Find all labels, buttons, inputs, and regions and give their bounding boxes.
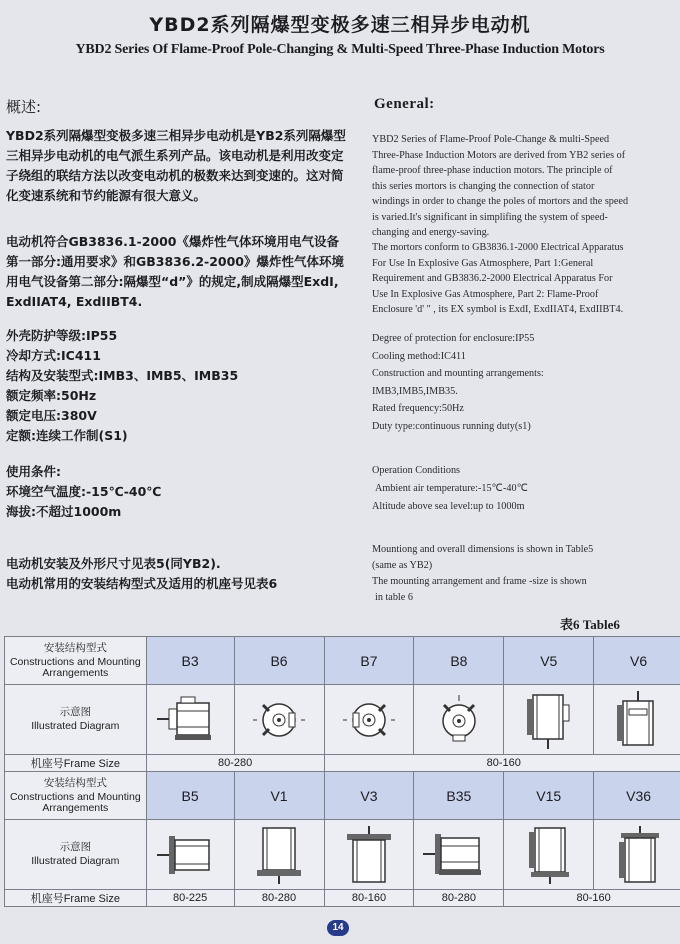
left-para1: YBD2系列隔爆型变极多速三相异步电动机是YB2系列隔爆型三相异步电动机的电气派生系列产品。该电动机是利用改变定子绕组的联结方法以改变电动机的极数来达到变速的。这对简化变速系统和节约能源有很大意义。 — [6, 128, 346, 203]
left-notes: 电动机安装及外形尺寸见表5(同YB2). 电动机常用的安装结构型式及适用的机座号见表6 — [6, 556, 278, 591]
code-cell: V15 — [504, 772, 594, 820]
frame-size-cell: 80-280 — [414, 890, 504, 907]
code-cell: V36 — [594, 772, 680, 820]
left-specs — [6, 326, 346, 446]
code-cell: B3 — [146, 637, 234, 685]
diagram-b35 — [414, 820, 504, 890]
motor-vertical-flange-down-icon — [249, 824, 309, 886]
table-caption: 表6 Table6 — [560, 617, 620, 632]
diagram-v36 — [594, 820, 680, 890]
frame-size-cell: 80-280 — [234, 890, 324, 907]
diagram-b5 — [146, 820, 234, 890]
code-cell: B8 — [414, 637, 504, 685]
diagram-v15 — [504, 820, 594, 890]
frame-size-cell: 80-160 — [324, 890, 414, 907]
motor-flange-icon — [155, 830, 225, 880]
motor-ceiling-icon — [424, 693, 494, 747]
frame-size-cell: 80-225 — [146, 890, 234, 907]
right-para1: YBD2 Series of Flame-Proof Pole-Change & multi-Speed Three-Phase Induction Motors are derived from YB2 series of flame-proof three-phase induction motors. The principle of this series mortors is changing the connection of stator windings in order to change the poles of mortors and the speed is varied.It's significant in simplifing the system of speed- changing and energy-saving. — [372, 134, 629, 238]
motor-vertical-down-icon — [519, 689, 579, 751]
diagram-b6 — [234, 685, 324, 755]
diagram-v6 — [594, 685, 680, 755]
right-specs: Degree of protection for enclosure:IP55 Cooling method:IC411 Construction and mounting arrangements: IMB3,IMB5,IMB35. Rated frequency:50Hz Duty type:continuous running duty(s1) — [372, 333, 544, 432]
construction-label: 安装结构型式 Constructions and Mounting Arrangements — [5, 637, 147, 685]
diagram-b8 — [414, 685, 504, 755]
overview-heading-en: General: — [374, 96, 435, 112]
code-cell: B7 — [324, 637, 414, 685]
code-cell: V3 — [324, 772, 414, 820]
right-conditions: Operation Conditions Ambient air temperature:-15℃-40℃ Altitude above sea level:up to 1000m — [372, 465, 529, 512]
spec-line: 结构及安装型式:IMB3、IMB5、IMB35 — [6, 368, 239, 383]
spec-line: 额定频率:50Hz — [6, 388, 97, 403]
frame-size-label: 机座号Frame Size — [5, 755, 147, 772]
code-cell: B5 — [146, 772, 234, 820]
diagram-label: 示意图 Illustrated Diagram — [5, 820, 147, 890]
left-para2: 电动机符合GB3836.1-2000《爆炸性气体环境用电气设备第一部分:通用要求》和GB3836.2-2000》爆炸性气体环境用电气设备第二部分:隔爆型“d”》的规定,制成隔爆型ExdI, ExdIIAT4, ExdIIBT4. — [6, 234, 345, 309]
frame-size-label: 机座号Frame Size — [5, 890, 147, 907]
motor-vertical-flange-up-icon — [339, 824, 399, 886]
code-cell: B6 — [234, 637, 324, 685]
diagram-b3 — [146, 685, 234, 755]
motor-foot-flange-icon — [421, 830, 497, 880]
diagram-v3 — [324, 820, 414, 890]
construction-label: 安装结构型式 Constructions and Mounting Arrangements — [5, 772, 147, 820]
motor-vertical-foot-flange-down-icon — [519, 824, 579, 886]
motor-wall-right-icon — [329, 695, 409, 745]
motor-vertical-up-icon — [609, 689, 669, 751]
motor-wall-left-icon — [239, 695, 319, 745]
right-notes: Mountiong and overall dimensions is shown in Table5 (same as YB2) The mounting arrangement and frame -size is shown in table 6 — [372, 544, 594, 603]
spec-line: 定额:连续工作制(S1) — [6, 428, 128, 443]
frame-size-cell: 80-160 — [324, 755, 680, 772]
diagram-label: 示意图 Illustrated Diagram — [5, 685, 147, 755]
spec-line: 冷却方式:IC411 — [6, 348, 101, 363]
code-cell: V1 — [234, 772, 324, 820]
motor-foot-mounted-icon — [155, 695, 225, 745]
page-number: 14 — [327, 920, 349, 936]
frame-size-cell: 80-160 — [504, 890, 680, 907]
code-cell: V6 — [594, 637, 680, 685]
frame-size-cell: 80-280 — [146, 755, 324, 772]
diagram-v1 — [234, 820, 324, 890]
spec-line: 额定电压:380V — [6, 408, 97, 423]
spec-line: 外壳防护等级:IP55 — [6, 328, 118, 343]
page-title-cn: YBD2系列隔爆型变极多速三相异步电动机 — [149, 14, 531, 36]
code-cell: V5 — [504, 637, 594, 685]
code-cell: B35 — [414, 772, 504, 820]
left-conditions: 使用条件: 环境空气温度:-15℃-40℃ 海拔:不超过1000m — [6, 464, 162, 519]
motor-vertical-foot-flange-up-icon — [609, 824, 669, 886]
diagram-v5 — [504, 685, 594, 755]
overview-heading-cn: 概述: — [6, 98, 42, 116]
mounting-table — [4, 636, 680, 907]
page-title-en: YBD2 Series Of Flame-Proof Pole-Changing & Multi-Speed Three-Phase Induction Motors — [75, 42, 605, 57]
diagram-b7 — [324, 685, 414, 755]
right-para2: The mortors conform to GB3836.1-2000 Electrical Apparatus For Use In Explosive Gas Atmosphere, Part 1:General Requirement and GB3836.2-2000 Electrical Apparatus For Use In Explosive Gas Atmosphere, Part 2: Flame-Proof Enclosure 'd' " , its EX symbol is ExdI, ExdIIAT4, ExdIIBT4. — [372, 242, 624, 315]
